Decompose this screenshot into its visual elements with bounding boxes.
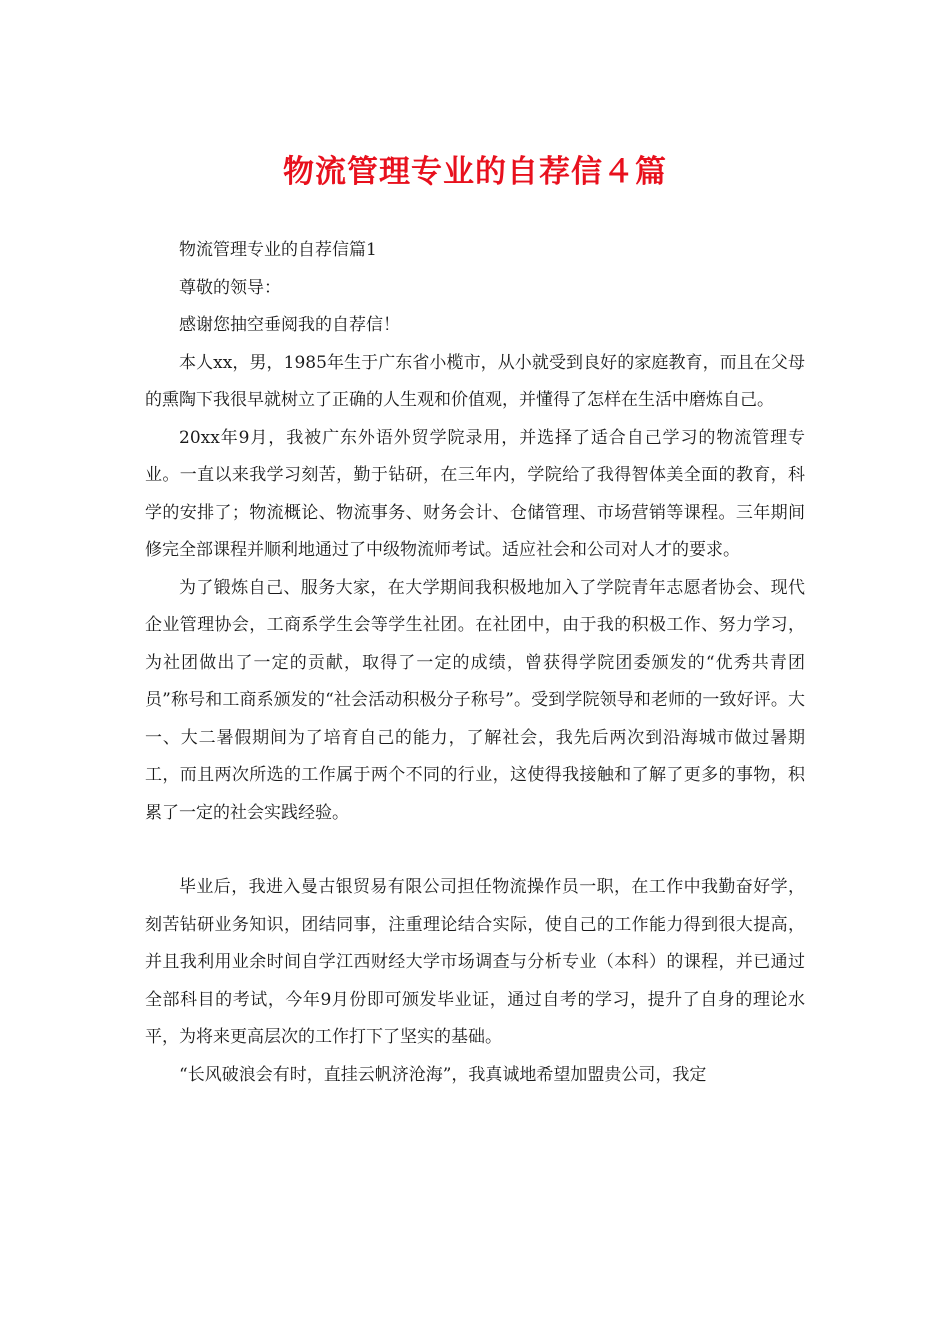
paragraph: “长风破浪会有时，直挂云帆济沧海”，我真诚地希望加盟贵公司，我定 [179, 1064, 707, 1085]
salutation: 尊敬的领导： [179, 277, 281, 298]
paragraph: 毕业后，我进入曼古银贸易有限公司担任物流操作员一职，在工作中我勤奋好学，刻苦钻研业务知识，团结同事，注重理论结合实际，使自己的工作能力得到很大提高，并且我利用业余时间自学江西财经大学市场调查与分析专业（本科）的课程，并已通过全部科目的考试，今年9月份即可颁发毕业证，通过自考的学习，提升了自身的理论水平，为将来更高层次的工作打下了坚实的基础。 [145, 877, 805, 1047]
paragraph: 本人xx，男，1985年生于广东省小榄市，从小就受到良好的家庭教育，而且在父母的熏陶下我很早就树立了正确的人生观和价值观，并懂得了怎样在生活中磨炼自己。 [145, 352, 805, 410]
paragraph: 感谢您抽空垂阅我的自荐信！ [179, 315, 400, 335]
document-body [145, 232, 805, 1094]
paragraph: 20xx年9月，我被广东外语外贸学院录用，并选择了适合自己学习的物流管理专业。一直以来我学习刻苦，勤于钻研，在三年内，学院给了我得智体美全面的教育，科学的安排了；物流概论、物流事务、财务会计、仓储管理、市场营销等课程。三年期间修完全部课程并顺利地通过了中级物流师考试。适应社会和公司对人才的要求。 [145, 427, 805, 560]
document-title: 物流管理专业的自荐信４篇 [283, 154, 667, 190]
section-heading: 物流管理专业的自荐信篇1 [179, 240, 377, 260]
paragraph: 为了锻炼自己、服务大家，在大学期间我积极地加入了学院青年志愿者协会、现代企业管理协会，工商系学生会等学生社团。在社团中，由于我的积极工作、努力学习，为社团做出了一定的贡献，取得了一定的成绩，曾获得学院团委颁发的“优秀共青团员”称号和工商系颁发的“社会活动积极分子称号”。受到学院领导和老师的一致好评。大一、大二暑假期间为了培育自己的能力，了解社会，我先后两次到沿海城市做过暑期工，而且两次所选的工作属于两个不同的行业，这使得我接触和了解了更多的事物，积累了一定的社会实践经验。 [145, 577, 805, 823]
